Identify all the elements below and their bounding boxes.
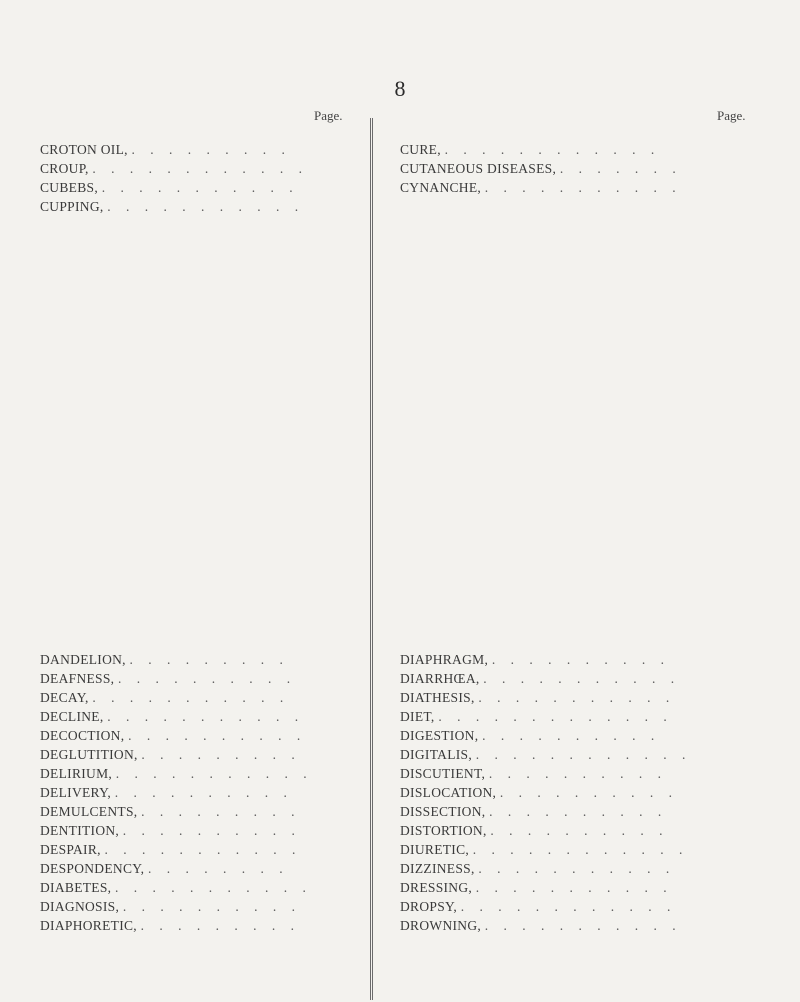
index-term: DEAFNESS,	[40, 671, 115, 686]
index-term: DIABETES,	[40, 880, 112, 895]
dot-leader: . . . . . . . . . .	[128, 728, 307, 743]
index-term: DELIVERY,	[40, 785, 112, 800]
dot-leader: . . . . . . . . . .	[489, 804, 668, 819]
index-term: CUTANEOUS DISEASES,	[400, 161, 557, 176]
index-entry	[40, 650, 313, 669]
index-entry	[400, 783, 691, 802]
index-term: DECAY,	[40, 690, 89, 705]
index-term: DISSECTION,	[400, 804, 486, 819]
index-entry	[400, 650, 691, 669]
dot-leader: . . . . . . . . . . .	[107, 199, 305, 214]
index-term: DIAPHRAGM,	[400, 652, 489, 667]
index-term: DIAPHORETIC,	[40, 918, 137, 933]
index-entry	[400, 821, 691, 840]
dot-leader: . . . . . . . . . . .	[101, 180, 299, 195]
index-term: DIGESTION,	[400, 728, 479, 743]
index-term: DENTITION,	[40, 823, 120, 838]
index-term: DIARRHŒA,	[400, 671, 480, 686]
index-entry	[400, 802, 691, 821]
dot-leader: . . . . . . . . . . .	[115, 880, 312, 895]
index-entry	[40, 783, 313, 802]
dot-leader: . . . . . . . . . . .	[475, 880, 673, 895]
index-term: CYNANCHE,	[400, 180, 482, 195]
index-entry	[40, 669, 313, 688]
index-entry	[400, 840, 691, 859]
index-term: DROPSY,	[400, 899, 458, 914]
dot-leader: . . . . . . . . .	[129, 652, 289, 667]
index-term: DANDELION,	[40, 652, 126, 667]
index-term: DEGLUTITION,	[40, 747, 138, 762]
entry-list-lower	[400, 650, 691, 935]
dot-leader: . . . . . . . . . .	[122, 823, 301, 838]
index-entry	[40, 840, 313, 859]
index-entry	[400, 688, 691, 707]
index-term: DEMULCENTS,	[40, 804, 138, 819]
index-entry	[400, 878, 691, 897]
dot-leader: . . . . . . . . . . . . .	[438, 709, 673, 724]
index-term: DISCUTIENT,	[400, 766, 486, 781]
entry-list-upper	[400, 140, 682, 197]
page-column-label: Page.	[314, 108, 343, 123]
dot-leader: . . . . . . . .	[147, 861, 289, 876]
dot-leader: . . . . . . . . . . .	[478, 861, 676, 876]
index-entry	[40, 916, 313, 935]
index-term: DIATHESIS,	[400, 690, 475, 705]
dot-leader: . . . . . . . . . .	[114, 785, 293, 800]
index-term: DISLOCATION,	[400, 785, 497, 800]
index-entry	[40, 764, 313, 783]
dot-leader: . . . . . . . . . . .	[92, 690, 290, 705]
column-divider	[370, 118, 373, 1000]
index-term: DECOCTION,	[40, 728, 125, 743]
index-entry	[40, 878, 313, 897]
index-term: CURE,	[400, 142, 441, 157]
dot-leader: . . . . . . . . . . . .	[444, 142, 661, 157]
index-entry	[40, 197, 308, 216]
index-entry	[400, 764, 691, 783]
index-entry	[40, 859, 313, 878]
dot-leader: . . . . . . . . . . .	[483, 671, 681, 686]
dot-leader: . . . . . . . . . . .	[115, 766, 313, 781]
index-entry	[40, 159, 308, 178]
index-term: CROUP,	[40, 161, 89, 176]
dot-leader: . . . . . . . . . . .	[484, 918, 682, 933]
index-entry	[400, 159, 682, 178]
index-term: DESPAIR,	[40, 842, 101, 857]
dot-leader: . . . . . . . . . .	[491, 652, 670, 667]
index-term: DROWNING,	[400, 918, 482, 933]
index-term: DRESSING,	[400, 880, 473, 895]
index-entry	[400, 178, 682, 197]
index-entry	[40, 707, 313, 726]
index-term: CUPPING,	[40, 199, 104, 214]
index-entry	[400, 726, 691, 745]
index-entry	[40, 688, 313, 707]
entry-list-lower	[40, 650, 313, 935]
dot-leader: . . . . . . . . . . . .	[460, 899, 677, 914]
index-entry	[400, 916, 691, 935]
dot-leader: . . . . . . . . .	[141, 747, 301, 762]
index-term: DIZZINESS,	[400, 861, 475, 876]
dot-leader: . . . . . . .	[559, 161, 682, 176]
dot-leader: . . . . . . . . . .	[488, 766, 667, 781]
index-term: DIAGNOSIS,	[40, 899, 120, 914]
page-number: 8	[394, 76, 406, 101]
dot-leader: . . . . . . . . . .	[482, 728, 661, 743]
index-entry	[400, 745, 691, 764]
index-term: DISTORTION,	[400, 823, 487, 838]
index-entry	[40, 897, 313, 916]
index-entry	[400, 140, 682, 159]
dot-leader: . . . . . . . . . . . .	[475, 747, 692, 762]
index-entry	[400, 897, 691, 916]
index-entry	[40, 140, 308, 159]
index-term: DELIRIUM,	[40, 766, 113, 781]
index-term: DECLINE,	[40, 709, 104, 724]
dot-leader: . . . . . . . . . . .	[484, 180, 682, 195]
index-entry	[400, 859, 691, 878]
dot-leader: . . . . . . . . . . . .	[92, 161, 309, 176]
index-entry	[40, 821, 313, 840]
dot-leader: . . . . . . . . .	[131, 142, 291, 157]
index-term: DIURETIC,	[400, 842, 470, 857]
dot-leader: . . . . . . . . . .	[122, 899, 301, 914]
dot-leader: . . . . . . . . . .	[490, 823, 669, 838]
dot-leader: . . . . . . . . .	[140, 918, 301, 933]
index-entry	[400, 669, 691, 688]
dot-leader: . . . . . . . . .	[141, 804, 301, 819]
dot-leader: . . . . . . . . . . .	[107, 709, 305, 724]
index-entry	[40, 726, 313, 745]
index-term: CROTON OIL,	[40, 142, 128, 157]
dot-leader: . . . . . . . . . .	[118, 671, 297, 686]
dot-leader: . . . . . . . . . . .	[478, 690, 676, 705]
entry-list-upper	[40, 140, 308, 216]
index-term: CUBEBS,	[40, 180, 98, 195]
index-entry	[40, 178, 308, 197]
index-entry	[40, 745, 313, 764]
index-term: DIGITALIS,	[400, 747, 473, 762]
dot-leader: . . . . . . . . . . .	[104, 842, 302, 857]
dot-leader: . . . . . . . . . . . .	[472, 842, 689, 857]
index-term: DIET,	[400, 709, 435, 724]
index-entry	[400, 707, 691, 726]
dot-leader: . . . . . . . . . .	[499, 785, 679, 800]
page-column-label: Page.	[717, 108, 746, 123]
index-entry	[40, 802, 313, 821]
index-term: DESPONDENCY,	[40, 861, 145, 876]
